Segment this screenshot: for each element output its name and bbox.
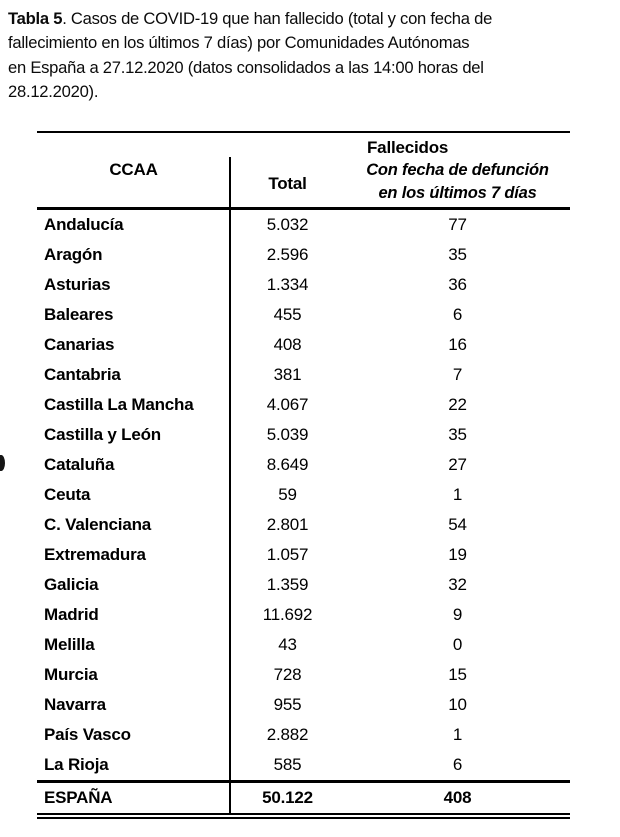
- table-row-extremadura: [37, 540, 570, 570]
- table-row-cantabria: [37, 360, 570, 390]
- deaths-last-7-days: 35: [448, 245, 467, 264]
- deaths-last-7-days: 27: [448, 455, 467, 474]
- ccaa-name: Castilla y León: [44, 425, 161, 444]
- deaths-last-7-days: 32: [448, 575, 467, 594]
- total-deaths: 1.057: [266, 545, 309, 564]
- table-row-asturias: [37, 270, 570, 300]
- total-deaths: 8.649: [266, 455, 309, 474]
- ccaa-name: País Vasco: [44, 725, 131, 744]
- ccaa-name: Baleares: [44, 305, 114, 324]
- total-deaths: 455: [273, 305, 302, 324]
- total-deaths: 4.067: [266, 395, 309, 414]
- total-deaths: 1.334: [266, 275, 309, 294]
- deaths-last-7-days: 6: [452, 755, 463, 774]
- deaths-last-7-days: 10: [448, 695, 467, 714]
- ccaa-name: Asturias: [44, 275, 111, 294]
- table-caption: [8, 7, 612, 105]
- ccaa-name: Galicia: [44, 575, 99, 594]
- total-row-label: ESPAÑA: [44, 788, 113, 807]
- header-ccaa: CCAA: [109, 160, 158, 179]
- ccaa-name: C. Valenciana: [44, 515, 152, 534]
- ccaa-name: Cantabria: [44, 365, 121, 384]
- header-last7-line1: Con fecha de defunción: [366, 161, 549, 179]
- total-deaths-spain: 50.122: [262, 788, 313, 807]
- table-row-navarra: [37, 690, 570, 720]
- header-fallecidos: Fallecidos: [367, 138, 449, 157]
- ccaa-name: Extremadura: [44, 545, 146, 564]
- total-deaths: 408: [273, 335, 302, 354]
- table-header: [37, 133, 570, 210]
- deaths-last-7-days: 77: [448, 215, 467, 234]
- caption-line: 28.12.2020).: [8, 82, 99, 102]
- table-row-andalucia: [37, 210, 570, 240]
- deaths-last-7-days: 9: [452, 605, 463, 624]
- table-row-pais-vasco: [37, 720, 570, 750]
- deaths-last-7-days: 16: [448, 335, 467, 354]
- table-row-murcia: [37, 660, 570, 690]
- ccaa-name: Murcia: [44, 665, 98, 684]
- table-row-castilla-y-leon: [37, 420, 570, 450]
- ccaa-name: Ceuta: [44, 485, 91, 504]
- ccaa-name: Madrid: [44, 605, 99, 624]
- total-deaths: 59: [278, 485, 297, 504]
- ccaa-name: Castilla La Mancha: [44, 395, 194, 414]
- ccaa-name: Aragón: [44, 245, 103, 264]
- total-deaths: 585: [273, 755, 302, 774]
- deaths-last-7-days: 15: [448, 665, 467, 684]
- total-deaths: 5.039: [266, 425, 309, 444]
- deaths-last-7-days: 1: [452, 725, 463, 744]
- table-row-c-valenciana: [37, 510, 570, 540]
- table-row-aragon: [37, 240, 570, 270]
- total-deaths: 1.359: [266, 575, 309, 594]
- deaths-last-7-days: 22: [448, 395, 467, 414]
- table-body: [37, 210, 570, 780]
- ccaa-name: La Rioja: [44, 755, 109, 774]
- table-row-melilla: [37, 630, 570, 660]
- table-row-la-rioja: [37, 750, 570, 780]
- left-edge-clipped-mark: [0, 455, 5, 471]
- deaths-last-7-days: 0: [452, 635, 463, 654]
- total-deaths: 728: [273, 665, 302, 684]
- ccaa-name: Cataluña: [44, 455, 115, 474]
- total-deaths: 2.596: [266, 245, 309, 264]
- header-last7-line2: en los últimos 7 días: [378, 184, 537, 202]
- total-deaths: 5.032: [266, 215, 309, 234]
- deaths-last-7-days: 1: [452, 485, 463, 504]
- deaths-last-7-days: 36: [448, 275, 467, 294]
- total-deaths: 43: [278, 635, 297, 654]
- deaths-last-7-days: 35: [448, 425, 467, 444]
- table-row-baleares: [37, 300, 570, 330]
- deaths-last-7-days-spain: 408: [443, 788, 472, 807]
- caption-line: [8, 7, 612, 31]
- deaths-last-7-days: 7: [452, 365, 463, 384]
- total-deaths: 955: [273, 695, 302, 714]
- ccaa-name: Melilla: [44, 635, 95, 654]
- deaths-last-7-days: 6: [452, 305, 463, 324]
- caption-line-1-text: . Casos de COVID-19 que han fallecido (total y con fecha de: [62, 9, 493, 28]
- caption-line: fallecimiento en los últimos 7 días) por Comunidades Autónomas: [8, 33, 470, 53]
- total-deaths: 11.692: [262, 605, 313, 624]
- table-row-madrid: [37, 600, 570, 630]
- caption-line: en España a 27.12.2020 (datos consolidados a las 14:00 horas del: [8, 57, 484, 77]
- table-row-galicia: [37, 570, 570, 600]
- table-row-cataluna: [37, 450, 570, 480]
- total-deaths: 381: [273, 365, 302, 384]
- column-divider-line: [229, 157, 232, 813]
- ccaa-name: Canarias: [44, 335, 115, 354]
- covid-deaths-table: [37, 131, 570, 819]
- header-total: Total: [268, 174, 307, 193]
- table-row-castilla-la-mancha: [37, 390, 570, 420]
- total-deaths: 2.801: [266, 515, 309, 534]
- total-deaths: 2.882: [266, 725, 309, 744]
- caption-table-number: Tabla 5: [8, 9, 63, 28]
- deaths-last-7-days: 54: [448, 515, 467, 534]
- table-total-row-espana: [37, 780, 570, 819]
- ccaa-name: Navarra: [44, 695, 106, 714]
- table-row-canarias: [37, 330, 570, 360]
- deaths-last-7-days: 19: [448, 545, 467, 564]
- ccaa-name: Andalucía: [44, 215, 124, 234]
- table-row-ceuta: [37, 480, 570, 510]
